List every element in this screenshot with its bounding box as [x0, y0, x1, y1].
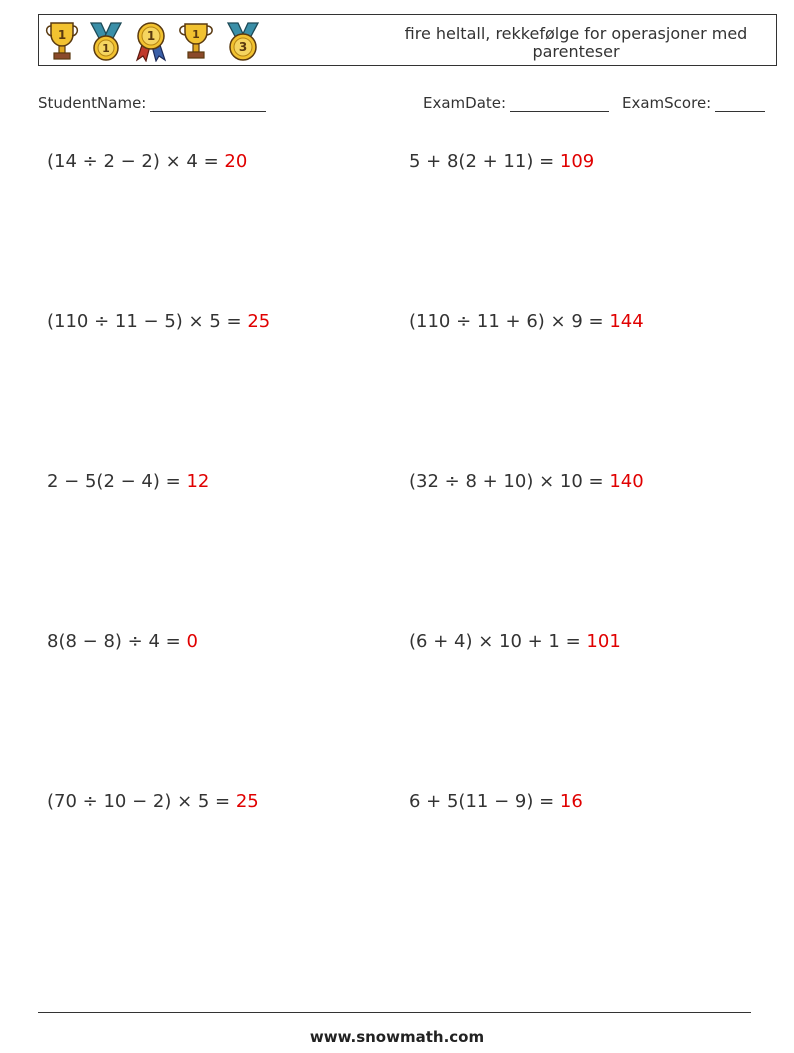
problem-expression: (110 ÷ 11 − 5) × 5 =: [47, 311, 248, 332]
problem-2: [409, 151, 594, 172]
svg-text:1: 1: [102, 42, 110, 55]
student-name-blank[interactable]: [150, 96, 266, 112]
rosette-1-icon: [133, 20, 169, 62]
problem-5: [47, 471, 209, 492]
problem-answer: 20: [224, 151, 248, 172]
problem-1: [47, 151, 247, 172]
problem-3: [47, 311, 270, 332]
exam-date-label: ExamDate:: [423, 94, 507, 112]
medal-1-icon: [87, 20, 125, 62]
problem-answer: 12: [186, 471, 210, 492]
medal-3-icon: [223, 20, 263, 62]
exam-date-blank[interactable]: [510, 96, 609, 112]
worksheet-header: [38, 14, 777, 66]
problem-expression: (110 ÷ 11 + 6) × 9 =: [409, 311, 610, 332]
problem-expression: (14 ÷ 2 − 2) × 4 =: [47, 151, 225, 172]
problem-expression: 5 + 8(2 + 11) =: [409, 151, 560, 172]
svg-text:1: 1: [57, 28, 67, 42]
problem-answer: 101: [586, 631, 621, 652]
trophy-1-icon: [177, 20, 215, 62]
problem-8: [409, 631, 621, 652]
trophy-1-icon: [45, 20, 79, 62]
problem-answer: 25: [247, 311, 271, 332]
problem-expression: 6 + 5(11 − 9) =: [409, 791, 560, 812]
problem-6: [409, 471, 644, 492]
problem-answer: 109: [559, 151, 595, 172]
student-name-label: StudentName:: [38, 94, 147, 112]
problem-expression: 8(8 − 8) ÷ 4 =: [47, 631, 187, 652]
svg-text:3: 3: [238, 40, 248, 54]
problem-answer: 140: [609, 471, 644, 492]
student-name-field[interactable]: [38, 94, 266, 112]
problem-9: [47, 791, 259, 812]
footer-url[interactable]: www.snowmath.com: [309, 1028, 485, 1046]
exam-date-field[interactable]: [423, 94, 609, 112]
footer-divider: [38, 1012, 751, 1013]
problem-10: [409, 791, 583, 812]
svg-text:1: 1: [192, 28, 200, 41]
exam-score-blank[interactable]: [715, 96, 765, 112]
problem-7: [47, 631, 198, 652]
problem-expression: (70 ÷ 10 − 2) × 5 =: [47, 791, 236, 812]
problem-answer: 0: [186, 631, 198, 652]
problem-answer: 25: [235, 791, 259, 812]
problem-expression: 2 − 5(2 − 4) =: [47, 471, 187, 492]
problem-answer: 144: [609, 311, 644, 332]
problem-answer: 16: [559, 791, 583, 812]
worksheet-title: fire heltall, rekkefølge for operasjoner med parenteser: [404, 24, 748, 61]
exam-score-field[interactable]: [622, 94, 765, 112]
svg-text:1: 1: [146, 29, 156, 43]
exam-score-label: ExamScore:: [622, 94, 712, 112]
problem-expression: (32 ÷ 8 + 10) × 10 =: [409, 471, 610, 492]
award-icons: [45, 20, 263, 62]
problem-expression: (6 + 4) × 10 + 1 =: [409, 631, 587, 652]
problem-4: [409, 311, 644, 332]
